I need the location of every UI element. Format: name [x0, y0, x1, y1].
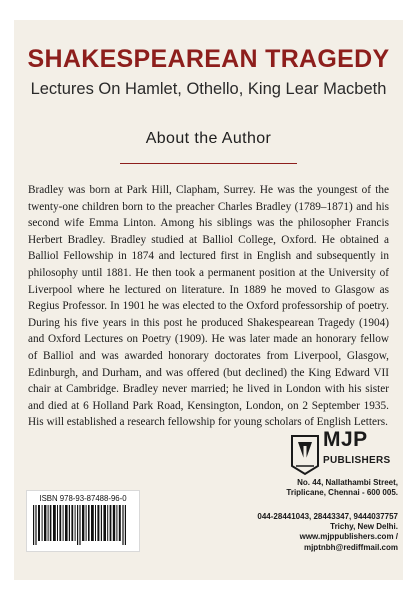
book-title: SHAKESPEAREAN TRAGEDY	[27, 45, 390, 73]
author-bio: Bradley was born at Park Hill, Clapham, Surrey. He was the youngest of the twenty-one children born to the preacher Charles Bradley (1789–1871) and his second wife Emma Linton. Among his siblings was the philosopher Francis Herbert Bradley. Bradley studied at Balliol College, Oxford. He obtained a Balliol Fellowship in 1874 and lectured first in English and subsequently in philosophy until 1881. He then took a permanent position at the University of Liverpool where he lectured on literature. In 1889 he moved to Glasgow as Regius Professor. In 1901 he was elected to the Oxford professorship of poetry. During his five years in this post he produced Shakespearean Tragedy (1904) and Oxford Lectures on Poetry (1909). He was later made an honorary fellow of Balliol and was awarded honorary doctorates from Liverpool, Glasgow, Edinburgh, and Durham, and was offered (but declined) the King Edward VII chair at Cambridge. Bradley never married; he lived in London with his sister and died at 6 Holland Park Road, Kensington, London, on 2 September 1935. His will established a research fellowship for young scholars of English Letters.	[28, 184, 389, 429]
about-author-heading: About the Author	[145, 130, 272, 147]
book-subtitle: Lectures On Hamlet, Othello, King Lear Macbeth	[30, 80, 387, 98]
address-line: No. 44, Nallathambi Street,	[297, 478, 398, 487]
publisher-address	[240, 478, 398, 498]
contact-website: www.mjppublishers.com /	[299, 532, 398, 542]
publisher-logo-icon	[290, 432, 320, 476]
barcode-bars	[33, 505, 133, 547]
contact-cities: Trichy, New Delhi.	[330, 522, 398, 532]
contact-email: mjptnbh@rediffmail.com	[303, 542, 398, 552]
publisher-name-sub: PUBLISHERS	[323, 455, 391, 466]
heading-divider	[120, 163, 297, 164]
address-line: Triplicane, Chennai - 600 005.	[286, 488, 398, 498]
isbn-barcode	[26, 490, 140, 552]
isbn-label: ISBN 978-93-87488-96-0	[39, 494, 127, 503]
publisher-contact	[220, 512, 398, 553]
contact-phone: 044-28441043, 28443347, 9444037757	[257, 512, 398, 521]
publisher-name: MJP	[323, 428, 368, 451]
